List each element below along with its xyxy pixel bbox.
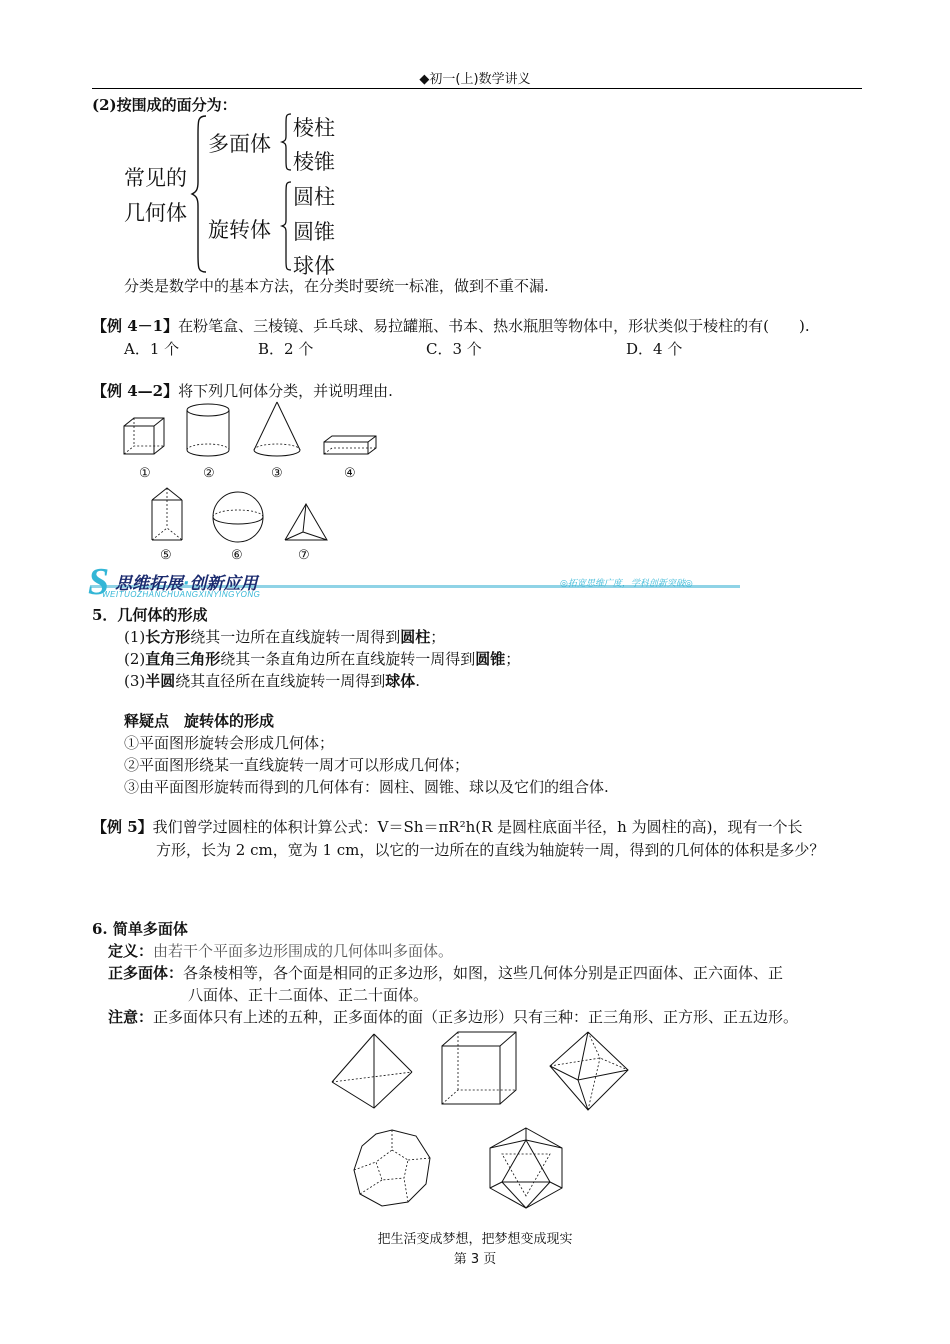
example-5-tag: 【例 5】 [92, 818, 153, 836]
shape-label-5: ⑤ [160, 548, 172, 563]
sphere-figure [211, 490, 265, 544]
regular-polyhedron-line [108, 962, 783, 983]
regular-polyhedron-label: 正多面体： [108, 964, 184, 982]
tree-root-line1: 常见的 [124, 166, 187, 190]
section5-heading: 5．几何体的形成 [92, 606, 208, 624]
example-5-line2: 方形，长为 2 cm，宽为 1 cm，以它的一边所在的直线为轴旋转一周，得到的几何体的体积是多少？ [156, 841, 825, 859]
flat-box-figure [322, 434, 378, 456]
tree-item-sphere: 球体 [293, 254, 335, 278]
regular-polyhedron-text1: 各条棱相等，各个面是相同的正多边形，如图，这些几何体分别是正四面体、正六面体、正 [183, 964, 784, 982]
page-number: 第 3 页 [453, 1252, 497, 1267]
clarify-point-1: ①平面图形旋转会形成几何体； [124, 734, 335, 752]
line-1-text: 绕其一边所在直线旋转一周得到 [190, 628, 401, 646]
line-1-shape: 长方形 [145, 628, 191, 646]
note-text: 正多面体只有上述的五种，正多面体的面（正多边形）只有三种：正三角形、正方形、正五边形。 [153, 1008, 799, 1026]
option-a: A．1 个 [124, 340, 180, 358]
cone-figure [252, 400, 302, 460]
definition-text: 由若干个平面多边形围成的几何体叫多面体。 [153, 942, 454, 960]
banner-separator-icon: · [183, 574, 190, 594]
octahedron-figure [548, 1030, 630, 1112]
banner-logo-letter: S [88, 561, 110, 603]
page-header: ◆初一(上)数学讲义 [419, 72, 531, 87]
example-4-2-tag: 【例 4—2】 [92, 382, 179, 400]
footer-motto: 把生活变成梦想，把梦想变成现实 [377, 1232, 573, 1247]
shape-label-3: ③ [271, 466, 283, 481]
tree-group-revolution: 旋转体 [208, 218, 271, 242]
cube-regular-figure [440, 1030, 518, 1108]
section5-line-3 [124, 670, 420, 691]
shape-label-6: ⑥ [231, 548, 243, 563]
tree-item-cylinder: 圆柱 [293, 185, 335, 209]
definition-line [108, 940, 453, 961]
dodecahedron-figure [352, 1128, 432, 1208]
option-c: C．3 个 [426, 340, 482, 358]
example-4-2 [92, 380, 393, 401]
regular-polyhedron-text2: 八面体、正十二面体、正二十面体。 [188, 986, 429, 1004]
line-1-prefix: (1) [124, 628, 146, 646]
example-4-2-question: 将下列几何体分类，并说明理由. [178, 382, 393, 400]
line-2-end: ； [505, 650, 521, 668]
line-3-text: 绕其直径所在直线旋转一周得到 [175, 672, 386, 690]
banner-title-sub: 创新应用 [189, 574, 258, 594]
note-line [108, 1006, 798, 1027]
line-3-shape: 半圆 [145, 672, 176, 690]
tetrahedron-figure [283, 502, 329, 544]
clarify-point-3: ③由平面图形旋转而得到的几何体有：圆柱、圆锥、球以及它们的组合体. [124, 778, 609, 796]
example-4-1-question: 在粉笔盒、三棱镜、乒乓球、易拉罐瓶、书本、热水瓶胆等物体中，形状类似于棱柱的有( ). [178, 317, 810, 335]
option-b: B．2 个 [258, 340, 314, 358]
tree-item-prism: 棱柱 [293, 116, 335, 140]
definition-label: 定义： [108, 942, 154, 960]
tree-item-pyramid: 棱锥 [293, 150, 335, 174]
shape-label-1: ① [139, 466, 151, 481]
line-2-result: 圆锥 [475, 650, 506, 668]
header-rule [92, 88, 862, 89]
section2-heading: (2)按围成的面分为： [92, 96, 237, 114]
line-1-result: 圆柱 [400, 628, 431, 646]
section6-heading: 6. 简单多面体 [92, 920, 188, 938]
clarify-heading: 释疑点 旋转体的形成 [124, 712, 275, 730]
cube-figure [122, 416, 166, 456]
note-label: 注意： [108, 1008, 154, 1026]
tree-polyhedron-brace [280, 112, 294, 172]
section5-line-1 [124, 626, 445, 647]
triangular-prism-figure [148, 486, 186, 542]
shape-label-2: ② [203, 466, 215, 481]
tree-revolution-brace [280, 180, 294, 272]
example-5-line1: 我们曾学过圆柱的体积计算公式：V＝Sh＝πR²h(R 是圆柱底面半径，h 为圆柱的高)，现有一个长 [152, 818, 803, 836]
clarify-point-2: ②平面图形绕某一直线旋转一周才可以形成几何体； [124, 756, 470, 774]
line-3-end: . [415, 672, 421, 690]
line-2-shape: 直角三角形 [145, 650, 221, 668]
line-1-end: ； [430, 628, 446, 646]
example-5 [92, 816, 802, 837]
line-2-text: 绕其一条直角边所在直线旋转一周得到 [220, 650, 476, 668]
line-3-prefix: (3) [124, 672, 146, 690]
cylinder-figure [184, 402, 232, 458]
option-d: D．4 个 [626, 340, 683, 358]
example-4-1 [92, 315, 810, 336]
line-2-prefix: (2) [124, 650, 146, 668]
icosahedron-figure [488, 1126, 566, 1210]
banner-slogan: ◎拓宽思维广度，学科创新突破◎ [560, 579, 693, 589]
banner-pinyin: WEITUOZHANCHUANGXINYINGYONG [102, 590, 261, 599]
tree-root-brace [190, 114, 210, 274]
tree-root-line2: 几何体 [124, 201, 187, 225]
section5-line-2 [124, 648, 520, 669]
classification-note: 分类是数学中的基本方法，在分类时要统一标准，做到不重不漏. [124, 277, 549, 295]
shape-label-4: ④ [344, 466, 356, 481]
example-4-1-tag: 【例 4－1】 [92, 317, 179, 335]
line-3-result: 球体 [385, 672, 416, 690]
banner-title-main: 思维拓展 [115, 574, 183, 594]
tetrahedron-regular-figure [330, 1032, 414, 1110]
tree-group-polyhedron: 多面体 [208, 132, 271, 156]
tree-item-cone: 圆锥 [293, 220, 335, 244]
shape-label-7: ⑦ [298, 548, 310, 563]
